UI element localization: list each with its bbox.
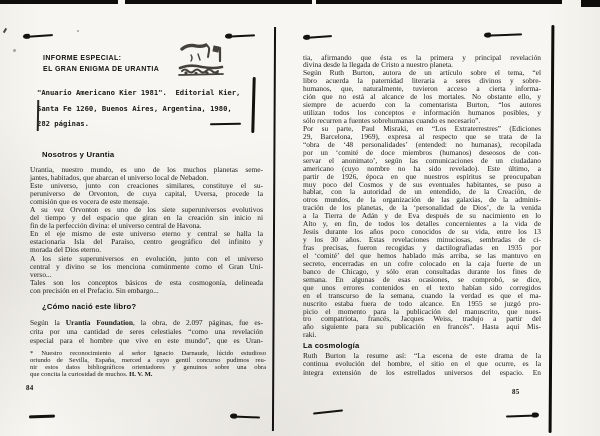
crop-dash-mark bbox=[313, 409, 343, 414]
scan-speck bbox=[3, 28, 7, 33]
text-line: A los siete superuniversos en evolución, junto con el universo bbox=[30, 253, 263, 263]
text-line: íntegra extensión de los estrellados universos del espacio. En bbox=[303, 368, 541, 378]
text-line: crita por una cantidad de seres celestiales “como una revelación bbox=[30, 326, 263, 336]
text-line: En el eje mismo de este universo eterno y central se halla la bbox=[30, 229, 263, 239]
text-line: divina desde la llegada de Cristo a nuestro planeta. bbox=[303, 60, 454, 70]
page-number-left: 84 bbox=[26, 383, 34, 392]
crop-dash-mark bbox=[486, 33, 522, 36]
crop-dash-mark bbox=[305, 35, 332, 39]
scan-corner-mark bbox=[581, 0, 600, 7]
scan-speck bbox=[13, 49, 16, 52]
page-edge-line bbox=[549, 25, 554, 433]
text-line: tración de los planetas, de la ‘personalidad de Dios’, de la venida bbox=[303, 203, 541, 213]
section-body-la-cosmologia bbox=[303, 352, 541, 379]
text-line: que concita la curiosidad de muchos. H. V. M. bbox=[30, 371, 153, 379]
crop-dash-mark bbox=[506, 414, 537, 417]
text-line: Según la Urantia Foundation, la obra, de 2.097 páginas, fue es- bbox=[30, 317, 263, 327]
text-line: Este universo, junto con creaciones similares, constituye el su- bbox=[30, 180, 263, 190]
text-line: Urantia, nuestro mundo, es uno de los muchos planetas seme- bbox=[30, 164, 263, 174]
text-line: semana. En algunas de esas ocasiones, se comprobó, se dice, bbox=[303, 274, 541, 284]
section-body-como-nacio-este-libro bbox=[30, 318, 263, 345]
text-line: continua evolución del hombre, el sitio en el que ocurre, es la bbox=[303, 359, 541, 369]
text-line: Ruth Burton la resume así: “La escena de este drama de la bbox=[303, 350, 541, 360]
text-line: año siguiente para su publicación en francés”. Hasta aquí Mis- bbox=[303, 322, 541, 332]
text-line: humanos, que, naturalmente, tuvieron acceso a cierta informa- bbox=[303, 84, 541, 94]
typed-bibliography bbox=[37, 85, 249, 132]
text-line: Según Ruth Burton, autora de un artículo sobre el tema, “el bbox=[303, 68, 541, 78]
text-line: el ‘comité’ del que hemos hablado más arriba, se las mantuvo en bbox=[303, 250, 541, 260]
scan-top-edge bbox=[0, 0, 118, 4]
text-line: y los 30 años. Estas revelaciones minuciosas, sembradas de ci- bbox=[303, 235, 541, 245]
text-line: estacionaria Isla del Paraíso, centro geográfico del infinito y bbox=[30, 237, 263, 247]
text-line: del tiempo y del espacio que giran en la creación sin inicio ni bbox=[30, 213, 263, 223]
text-line: tia, afirmando que ésta es la primera y principal revelación bbox=[303, 52, 541, 62]
page-gutter-line bbox=[272, 27, 276, 431]
text-line: picio el momento para la publicación del manuscrito, que nues- bbox=[303, 306, 541, 316]
gutter-pen-mark bbox=[251, 77, 255, 133]
text-line: “obra de ‘48 personalidades’ (entended: no humanas), recopilada bbox=[303, 139, 541, 149]
footnote bbox=[30, 350, 266, 378]
text-line: Tales son los conceptos básicos de esta cosmogonía, delineada bbox=[30, 277, 263, 287]
text-line: partir de 1926, época en que nuestros espíritus se preocupaban bbox=[303, 171, 541, 181]
text-line: en el transcurso de la semana, cuando la verdad es que el ma- bbox=[303, 290, 541, 300]
section-title-nosotros-y-urantia: Nosotros y Urantia bbox=[42, 150, 115, 159]
scan-top-edge bbox=[125, 0, 312, 4]
text-line: americano (cuyo nombre no ha sido revelado). Este último, a bbox=[303, 163, 541, 173]
section-title-como-nacio-este-libro: ¿Cómo nació este libro? bbox=[42, 302, 137, 311]
text-line: fras precisas, fueron recogidas y dactilografiadas en 1935 por bbox=[303, 243, 541, 252]
text-line: muy poco del Cosmos y de sus eventuales habitantes, se puso a bbox=[303, 179, 541, 189]
text-line: comisión que es vocera de este mensaje. bbox=[30, 196, 150, 206]
text-line: con precisión en el Prefacio. Sin embargo... bbox=[30, 285, 159, 295]
text-line: * Nuestro reconocimiento al señor Ignacio Darnaude, lúcido estudioso bbox=[30, 350, 266, 357]
section-title-la-cosmologia: La cosmología bbox=[303, 340, 360, 350]
text-line: Por su parte, Paul Misraki, en “Los Extraterrestres” (Ediciones bbox=[303, 123, 541, 133]
text-line: jantes, habitados, que abarcan el universo local de Nebadon. bbox=[30, 172, 209, 182]
text-line: por un ‘comité de doce miembros (humanos) deseosos de con- bbox=[303, 147, 541, 157]
crop-dash-mark bbox=[29, 415, 55, 418]
crop-dash-mark bbox=[232, 416, 260, 419]
report-header-line1: INFORME ESPECIAL: bbox=[43, 55, 122, 62]
text-line: Jesús durante los años poco conocidos de su vida, entre los 13 bbox=[303, 227, 541, 237]
text-line: central y divino se los menciona comúnmente como el Gran Uni- bbox=[30, 261, 263, 271]
text-line: banco de Chicago, y sólo eran consultadas durante los fines de bbox=[303, 266, 541, 276]
report-header bbox=[43, 54, 159, 75]
text-line: nir estos datos bibliográficos orientadores y genuinos sobre una obra bbox=[30, 364, 266, 372]
text-line: tro compatriota, francés, Jacques Weiss, tradujo a partir del bbox=[303, 314, 541, 324]
crop-dash-mark bbox=[227, 34, 255, 37]
scan-top-edge bbox=[316, 0, 562, 4]
text-line: secreto, encerradas en un cofre colocado en la caja fuerte de un bbox=[303, 258, 541, 268]
text-line: verso... bbox=[30, 269, 52, 279]
text-line: ción que no está al alcance de los mortales. No obstante ello, y bbox=[303, 92, 541, 102]
text-line: 29, Barcelona, 1969), expresa al respecto que se trata de la bbox=[303, 131, 541, 141]
ink-stamp-icon bbox=[176, 42, 226, 79]
text-line: Santa Fe 1260, Buenos Aires, Argentina, 1980, bbox=[37, 103, 232, 113]
text-line: 282 páginas. bbox=[37, 119, 89, 129]
page-number-right: 85 bbox=[512, 387, 520, 396]
text-line: a la Tierra de Adán y de Eva después de su nacimiento en lo bbox=[303, 211, 541, 221]
text-line: "Anuario Americano Kier 1981". Editorial Kier, bbox=[37, 88, 241, 97]
text-line: A su vez Orvonton es uno de los siete superuniversos evolutivos bbox=[30, 204, 263, 214]
text-line: otros mundos, de la organización de las galaxias, de la adminis- bbox=[303, 195, 541, 205]
right-page-body bbox=[303, 54, 541, 340]
text-line: morada del Dios eterno. bbox=[30, 245, 102, 255]
text-line: utilizan todos los conceptos e información humanos posibles, y bbox=[303, 108, 541, 118]
text-line: nuscrito estaba fuera de todo alcance. En 1955 se juzgó pro- bbox=[303, 298, 541, 308]
text-line: especial para el hombre que vive en este mundo”, que es Uran- bbox=[30, 335, 263, 345]
scan-speck bbox=[77, 30, 79, 32]
report-header-line2: EL GRAN ENIGMA DE URANTIA bbox=[43, 65, 160, 73]
section-body-nosotros-y-urantia bbox=[30, 166, 263, 296]
text-line: servar el anonimato’, según las comunicaciones de un ciudadano bbox=[303, 155, 541, 165]
text-line: sólo recurren a fuentes sobrehumanas cuando es necesario”. bbox=[303, 116, 481, 125]
text-line: fin de la perfección divina: el universo central de Havona. bbox=[30, 221, 202, 231]
text-line: siempre de acuerdo con la comentarista Burton, “los autores bbox=[303, 100, 541, 110]
text-line: Alto y, en fin, de todos los detalles concernientes a la vida de bbox=[303, 219, 541, 229]
text-line: raki. bbox=[303, 330, 317, 340]
text-line: libro acuerda la paternidad literaria a seres divinos y sobre- bbox=[303, 76, 541, 86]
text-line: oriundo de Sevilla, España, merced a cuyo gentil concurso pudimos reu- bbox=[30, 357, 266, 365]
text-line: peruniverso de Orvonton, de cuya capital, Uversa, procede la bbox=[30, 188, 263, 198]
crop-dash-mark bbox=[25, 34, 53, 38]
text-line: hablar, con la autoridad de un entendido, de la Creación, de bbox=[303, 187, 541, 197]
text-line: que unos errores contenidos en el texto habían sido corregidos bbox=[303, 282, 541, 292]
